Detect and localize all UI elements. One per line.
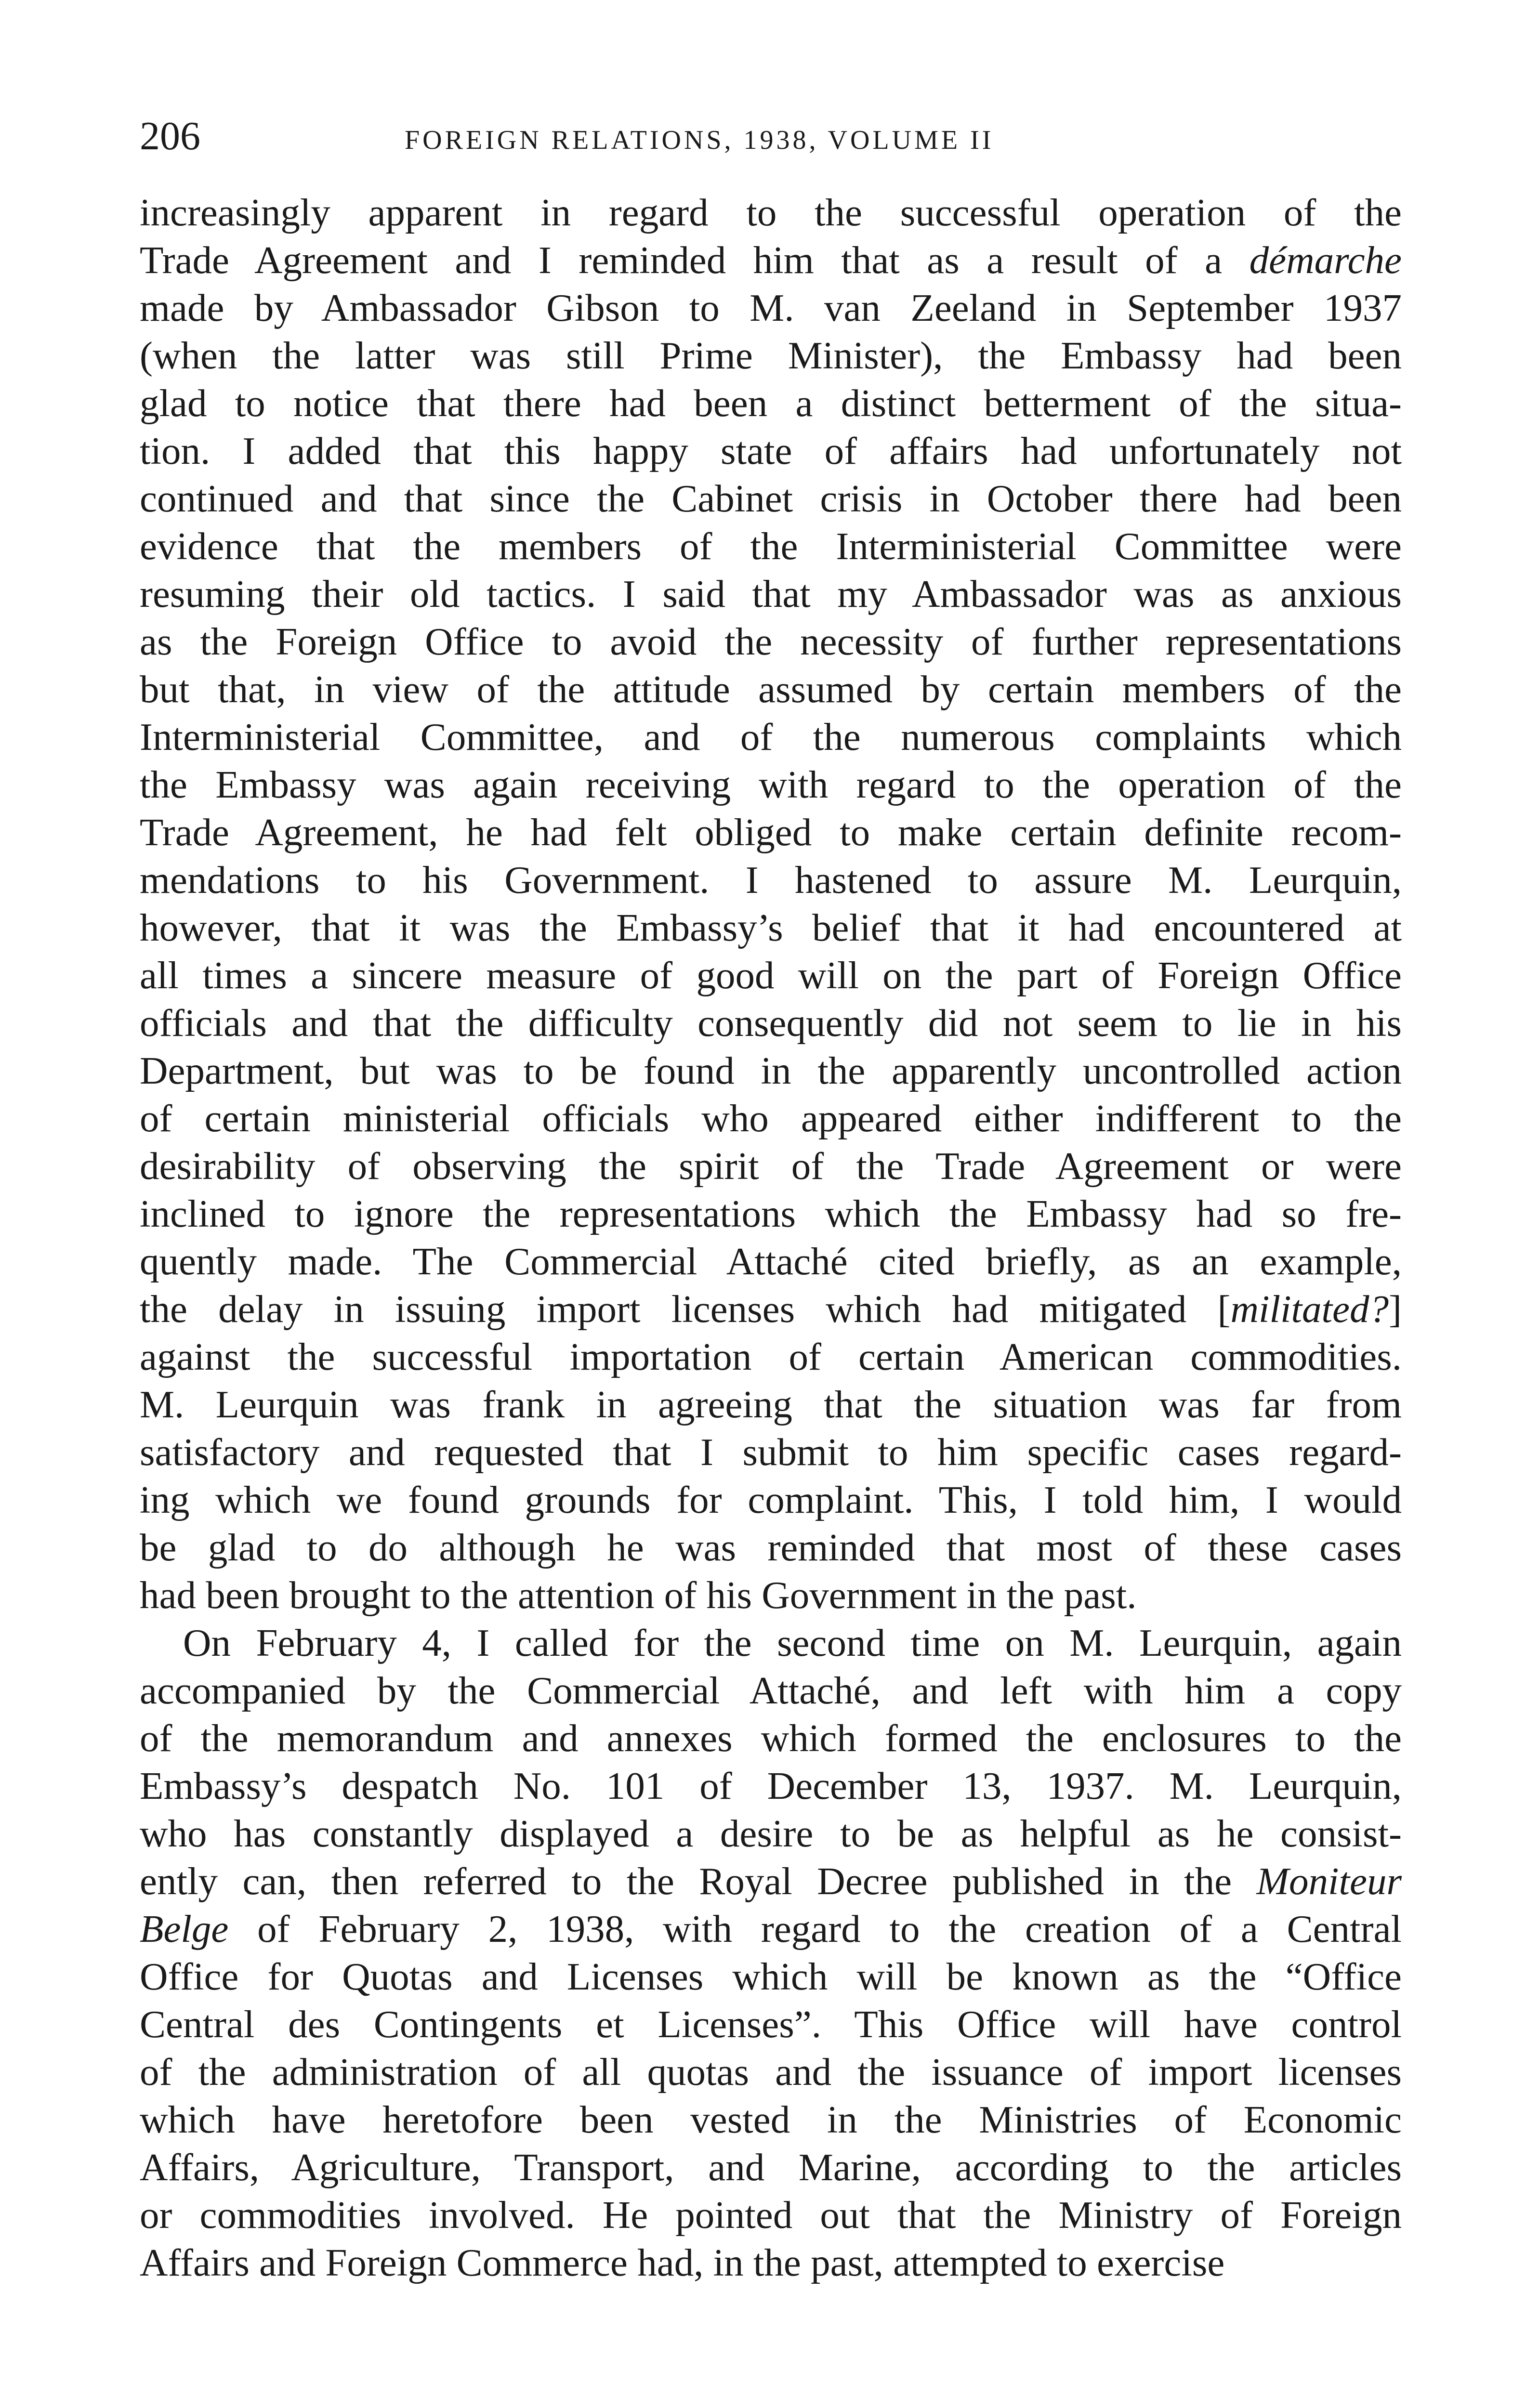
text-segment: be glad to do although he was reminded that most of these cases [140, 1526, 1402, 1569]
text-line [140, 1190, 1402, 1238]
text-segment: Embassy’s despatch No. 101 of December 13, 1937. M. Leurquin, [140, 1764, 1402, 1807]
text-line [140, 1285, 1402, 1333]
text-line [140, 2191, 1402, 2239]
body-text [140, 189, 1402, 2287]
text-line [140, 618, 1402, 666]
text-segment: On February 4, I called for the second time on M. Leurquin, again [183, 1621, 1402, 1664]
text-segment: (when the latter was still Prime Minister), the Embassy had been [140, 334, 1402, 377]
text-segment: who has constantly displayed a desire to be as helpful as he consist- [140, 1812, 1402, 1855]
text-line [140, 2001, 1402, 2048]
italic-text-segment: Moniteur [1256, 1859, 1402, 1903]
text-segment: glad to notice that there had been a distinct betterment of the situa- [140, 381, 1402, 425]
text-segment: increasingly apparent in regard to the successful operation of the [140, 191, 1402, 234]
running-title: FOREIGN RELATIONS, 1938, VOLUME II [405, 125, 994, 155]
text-line [140, 523, 1402, 570]
text-segment: of February 2, 1938, with regard to the creation of a Central [228, 1907, 1402, 1950]
text-segment: which have heretofore been vested in the Ministries of Economic [140, 2098, 1402, 2141]
text-line [140, 332, 1402, 380]
text-segment: made by Ambassador Gibson to M. van Zeeland in September 1937 [140, 286, 1402, 329]
text-line [140, 1238, 1402, 1285]
text-segment: as the Foreign Office to avoid the necessity of further representations [140, 620, 1402, 663]
text-segment: Department, but was to be found in the apparently uncontrolled action [140, 1049, 1402, 1092]
text-segment: or commodities involved. He pointed out that the Ministry of Foreign [140, 2193, 1402, 2237]
text-segment: Affairs, Agriculture, Transport, and Marine, according to the articles [140, 2146, 1402, 2189]
text-line [140, 1047, 1402, 1095]
text-segment: but that, in view of the attitude assumed by certain members of the [140, 667, 1402, 711]
text-line [140, 1333, 1402, 1381]
text-segment: desirability of observing the spirit of the Trade Agreement or were [140, 1144, 1402, 1188]
text-segment: mendations to his Government. I hastened to assure M. Leurquin, [140, 858, 1402, 902]
text-line [140, 1667, 1402, 1714]
text-segment: Affairs and Foreign Commerce had, in the past, attempted to exercise [140, 2241, 1225, 2284]
text-segment: the delay in issuing import licenses which had mitigated [ [140, 1287, 1231, 1331]
text-line [140, 1810, 1402, 1858]
text-segment: officials and that the difficulty consequently did not seem to lie in his [140, 1001, 1402, 1045]
text-segment: of the administration of all quotas and the issuance of import licenses [140, 2050, 1402, 2094]
text-line [140, 1714, 1402, 1762]
text-segment: of the memorandum and annexes which formed the enclosures to the [140, 1716, 1402, 1760]
text-segment: ] [1389, 1287, 1402, 1331]
text-segment: quently made. The Commercial Attaché cited briefly, as an example, [140, 1240, 1402, 1283]
text-line [140, 1476, 1402, 1524]
text-line [140, 2048, 1402, 2096]
text-line [140, 1381, 1402, 1428]
text-segment: Central des Contingents et Licenses”. This Office will have control [140, 2002, 1402, 2046]
text-segment: had been brought to the attention of his Government in the past. [140, 1573, 1137, 1617]
text-segment: however, that it was the Embassy’s belief that it had encountered at [140, 906, 1402, 949]
text-segment: evidence that the members of the Interministerial Committee were [140, 524, 1402, 568]
text-line [140, 2144, 1402, 2191]
text-line [140, 570, 1402, 618]
text-line [140, 475, 1402, 523]
text-line [140, 2096, 1402, 2144]
text-line [140, 427, 1402, 475]
text-line [140, 284, 1402, 332]
text-line [140, 1762, 1402, 1810]
italic-text-segment: militated? [1230, 1287, 1389, 1331]
text-line [140, 1571, 1402, 1619]
text-segment: inclined to ignore the representations which the Embassy had so fre- [140, 1192, 1402, 1235]
text-line [140, 761, 1402, 809]
text-line [140, 1858, 1402, 1905]
italic-text-segment: Belge [140, 1907, 229, 1950]
text-segment: against the successful importation of certain American commodities. [140, 1335, 1402, 1378]
text-line [140, 952, 1402, 999]
text-segment: ing which we found grounds for complaint. This, I told him, I would [140, 1478, 1402, 1521]
text-segment: the Embassy was again receiving with regard to the operation of the [140, 763, 1402, 806]
text-line [140, 2239, 1402, 2287]
text-line [140, 1095, 1402, 1142]
text-line [140, 856, 1402, 904]
text-segment: accompanied by the Commercial Attaché, and left with him a copy [140, 1669, 1402, 1712]
text-segment: continued and that since the Cabinet crisis in October there had been [140, 477, 1402, 520]
text-segment: tion. I added that this happy state of affairs had unfortunately not [140, 429, 1402, 472]
text-line [140, 1428, 1402, 1476]
text-line [140, 666, 1402, 713]
text-line [140, 713, 1402, 761]
text-segment: of certain ministerial officials who appeared either indifferent to the [140, 1097, 1402, 1140]
text-segment: ently can, then referred to the Royal Decree published in the [140, 1859, 1257, 1903]
text-line [140, 1142, 1402, 1190]
text-line [140, 904, 1402, 952]
running-head [140, 110, 1402, 163]
italic-text-segment: démarche [1249, 238, 1402, 282]
text-line [140, 236, 1402, 284]
text-line [140, 380, 1402, 427]
text-segment: Trade Agreement, he had felt obliged to make certain definite recom- [140, 811, 1402, 854]
text-line [140, 189, 1402, 236]
text-segment: Interministerial Committee, and of the numerous complaints which [140, 715, 1402, 759]
text-line [140, 809, 1402, 856]
text-segment: resuming their old tactics. I said that my Ambassador was as anxious [140, 572, 1402, 615]
text-line [140, 1524, 1402, 1571]
text-segment: Office for Quotas and Licenses which will be known as the “Office [140, 1955, 1402, 1998]
text-line [140, 1619, 1402, 1667]
text-line [140, 999, 1402, 1047]
text-segment: M. Leurquin was frank in agreeing that the situation was far from [140, 1383, 1402, 1426]
page-number: 206 [140, 114, 200, 158]
text-segment: all times a sincere measure of good will on the part of Foreign Office [140, 954, 1402, 997]
text-line [140, 1953, 1402, 2001]
text-segment: Trade Agreement and I reminded him that as a result of a [140, 238, 1250, 282]
text-line [140, 1905, 1402, 1953]
text-segment: satisfactory and requested that I submit to him specific cases regard- [140, 1430, 1402, 1474]
